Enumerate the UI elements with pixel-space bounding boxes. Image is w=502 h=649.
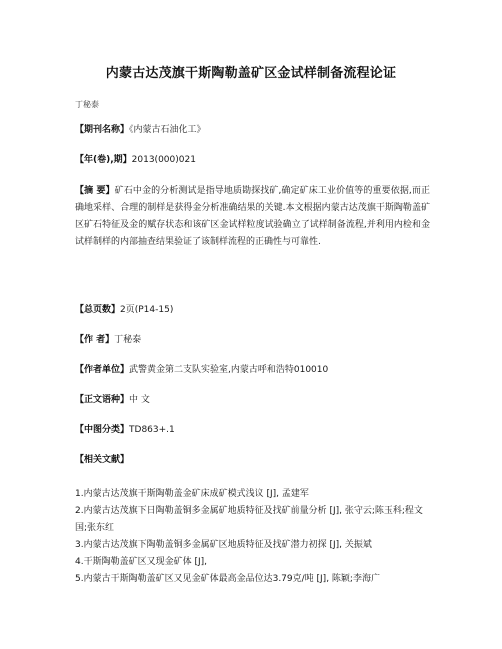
author-value: 丁秘泰 (114, 335, 142, 345)
abstract-label: 【摘 要】 (75, 186, 115, 196)
journal-label: 【期刊名称】 (75, 125, 130, 135)
journal-value: 《内蒙古石油化工》 (129, 125, 206, 135)
clc-value: TD863+.1 (129, 425, 175, 435)
language-field (75, 392, 430, 409)
related-heading (75, 452, 430, 469)
reference-item: 3.内蒙古达茂旗下陶勒盖铜多金属矿区地质特征及找矿潜力初探 [J], 关振斌 (75, 540, 372, 550)
author-label: 【作 者】 (75, 335, 115, 345)
reference-item: 4.干斯陶勒盖矿区又现金矿体 [J], (75, 557, 207, 567)
abstract-value: 矿石中金的分析测试是指导地质勘探找矿,确定矿床工业价值等的重要依据,而正确地采样、合理的制样是获得金分析准确结果的关键.本文根据内蒙古达茂旗干斯陶勒盖矿区矿石特征及金的赋存状态和该矿区金试样粒度试验确立了试样制备流程,并利用内检和金试样制样的内部抽查结果验证了该制样流程的正确性与可靠性. (75, 186, 430, 247)
abstract-field (75, 183, 430, 251)
reference-item: 2.内蒙古达茂旗下日陶勒盖铜多金属矿地质特征及找矿前量分析 [J], 张守云;陈玉科;程文国;张东红 (75, 506, 423, 533)
related-label: 【相关文献】 (75, 455, 130, 465)
author-field (75, 332, 430, 349)
language-value: 中 文 (129, 395, 150, 405)
reference-list (75, 486, 430, 588)
language-label: 【正文语种】 (75, 395, 130, 405)
author-line: 丁秘泰 (75, 100, 99, 109)
unit-label: 【作者单位】 (75, 365, 130, 375)
pages-field (75, 302, 430, 319)
pages-label: 【总页数】 (75, 305, 121, 315)
clc-field (75, 422, 430, 439)
unit-value: 武警黄金第二支队实验室,内蒙古呼和浩特010010 (129, 365, 329, 375)
year-value: 2013(000)021 (131, 155, 196, 165)
unit-field (75, 362, 430, 379)
reference-item: 5.内蒙古干斯陶勒盖矿区又见金矿体最高金品位达3.79克/吨 [J], 陈颖;李海广 (75, 574, 380, 584)
year-field (75, 152, 430, 169)
pages-value: 2页(P14-15) (120, 305, 174, 315)
year-label: 【年(卷),期】 (75, 155, 132, 165)
clc-label: 【中图分类】 (75, 425, 130, 435)
reference-item: 1.内蒙古达茂旗干斯陶勒盖金矿床成矿模式浅议 [J], 孟建军 (75, 489, 309, 499)
journal-field (75, 122, 430, 139)
page-title: 内蒙古达茂旗干斯陶勒盖矿区金试样制备流程论证 (105, 66, 397, 81)
